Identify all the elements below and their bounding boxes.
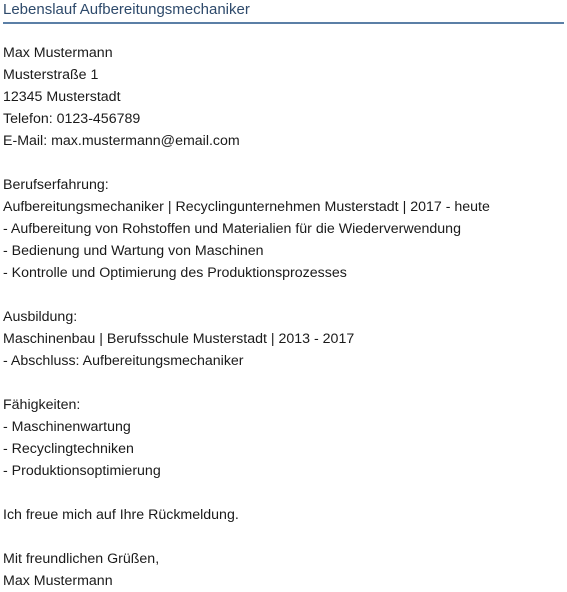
document-title: Lebenslauf Aufbereitungsmechaniker (3, 0, 564, 24)
spacer (3, 372, 564, 394)
experience-section (3, 174, 564, 284)
experience-line: - Aufbereitung von Rohstoffen und Materialien für die Wiederverwendung (3, 221, 461, 237)
skills-line: - Recyclingtechniken (3, 441, 134, 457)
experience-line: Aufbereitungsmechaniker | Recyclingunternehmen Musterstadt | 2017 - heute (3, 199, 490, 215)
closing-sentence: Ich freue mich auf Ihre Rückmeldung. (3, 507, 239, 523)
contact-name: Max Mustermann (3, 45, 113, 61)
contact-city: 12345 Musterstadt (3, 89, 121, 105)
education-section (3, 306, 564, 372)
spacer (3, 152, 564, 174)
experience-line: - Kontrolle und Optimierung des Produktionsprozesses (3, 265, 347, 281)
contact-email: E-Mail: max.mustermann@email.com (3, 133, 240, 149)
spacer (3, 482, 564, 504)
spacer (3, 526, 564, 548)
contact-street: Musterstraße 1 (3, 67, 99, 83)
education-line: - Abschluss: Aufbereitungsmechaniker (3, 353, 244, 369)
closing-signature: Max Mustermann (3, 573, 113, 589)
contact-phone: Telefon: 0123-456789 (3, 111, 141, 127)
skills-line: - Produktionsoptimierung (3, 463, 161, 479)
skills-line: - Maschinenwartung (3, 419, 131, 435)
education-heading: Ausbildung: (3, 309, 78, 325)
contact-block (3, 42, 564, 152)
skills-heading: Fähigkeiten: (3, 397, 81, 413)
spacer (3, 284, 564, 306)
closing-greeting: Mit freundlichen Grüßen, (3, 551, 160, 567)
experience-line: - Bedienung und Wartung von Maschinen (3, 243, 264, 259)
education-line: Maschinenbau | Berufsschule Musterstadt | 2013 - 2017 (3, 331, 355, 347)
experience-heading: Berufserfahrung: (3, 177, 109, 193)
skills-section (3, 394, 564, 482)
